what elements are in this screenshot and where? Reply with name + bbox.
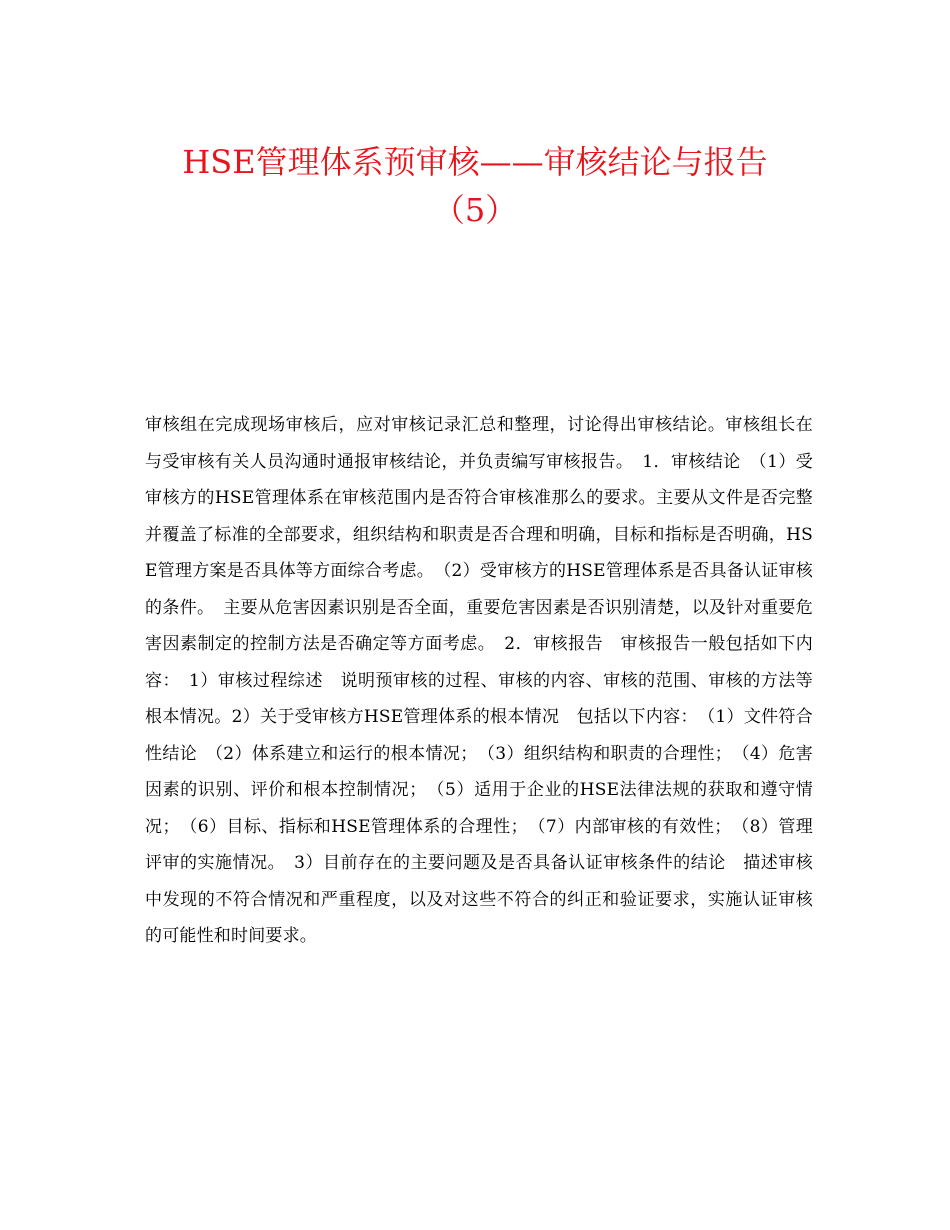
body-paragraph: 审核组在完成现场审核后，应对审核记录汇总和整理，讨论得出审核结论。审核组长在与受审核有关人员沟通时通报审核结论，并负责编写审核报告。 1．审核结论 （1）受审核方的HSE管理体系在审核范围内是否符合审核准那么的要求。主要从文件是否完整并覆盖了标准的全部要求，组织结构和职责是否合理和明确，目标和指标是否明确，HSE管理方案是否具体等方面综合考虑。 （2）受审核方的HSE管理体系是否具备认证审核的条件。 主要从危害因素识别是否全面，重要危害因素是否识别清楚，以及针对重要危害因素制定的控制方法是否确定等方面考虑。 2．审核报告 审核报告一般包括如下内容： 1）审核过程综述 说明预审核的过程、审核的内容、审核的范围、审核的方法等根本情况。2）关于受审核方HSE管理体系的根本情况 包括以下内容： （1）文件符合性结论 （2）体系建立和运行的根本情况； （3）组织结构和职责的合理性； （4）危害因素的识别、评价和根本控制情况； （5）适用于企业的HSE法律法规的获取和遵守情况； （6）目标、指标和HSE管理体系的合理性； （7）内部审核的有效性； （8）管理评审的实施情况。 3）目前存在的主要问题及是否具备认证审核条件的结论 描述审核中发现的不符合情况和严重程度，以及对这些不符合的纠正和验证要求，实施认证审核的可能性和时间要求。 [145, 415, 813, 946]
document-title [100, 138, 850, 234]
title-line-1: HSE管理体系预审核——审核结论与报告 [182, 143, 768, 181]
title-line-2: （5） [432, 191, 518, 229]
